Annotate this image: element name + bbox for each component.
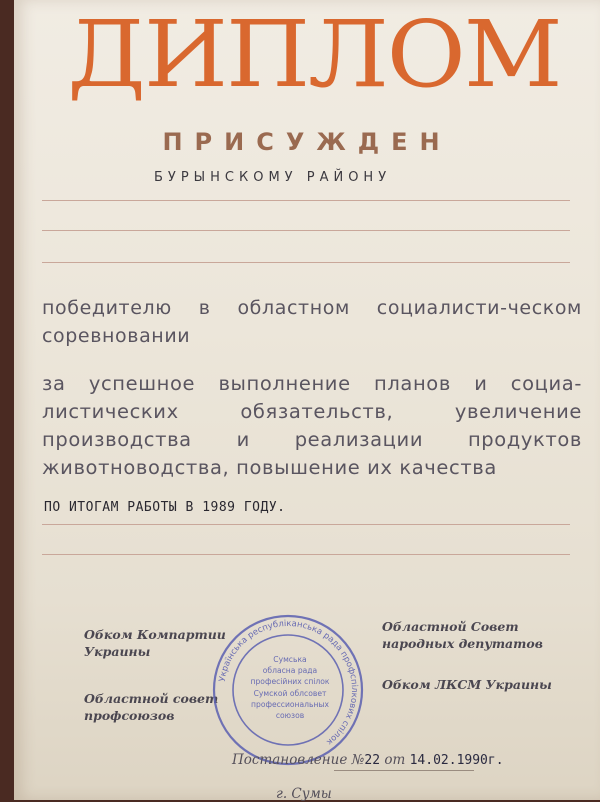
decree-date: 14.02.1990г.	[409, 753, 504, 768]
awarded-heading: ПРИСУЖДЕН	[162, 128, 452, 156]
result-period: ПО ИТОГАМ РАБОТЫ В 1989 ГОДУ.	[44, 500, 286, 515]
signatory-trade-union-council: Областной совет профсоюзов	[84, 691, 219, 723]
svg-text:професійних спілок: професійних спілок	[250, 677, 330, 686]
signatory-komsomol: Обком ЛКСМ Украины	[382, 677, 552, 692]
paragraph-winner: победителю в областном социалисти-ческом соревновании	[42, 297, 582, 347]
diploma-title: ДИПЛОМ	[67, 1, 561, 108]
rule-2	[42, 230, 570, 231]
paragraph-merits: за успешное выполнение планов и социа-листических обязательств, увеличение производства и реализации продуктов животноводства, повышение их качества	[42, 372, 582, 479]
rule-4	[42, 524, 570, 525]
city-name: г. Сумы	[276, 786, 332, 802]
decree-underline	[334, 770, 474, 771]
rule-1	[42, 200, 570, 201]
recipient-name: БУРЫНСКОМУ РАЙОНУ	[154, 170, 392, 185]
signatory-party-committee: Обком Компартии Украины	[84, 627, 226, 659]
official-stamp	[210, 612, 366, 768]
signatory-deputies-council: Областной Совет народных депутатов	[382, 619, 543, 651]
rule-3	[42, 262, 570, 263]
svg-text:Українська республіканська рад: Українська республіканська рада профспілкових спілок	[217, 618, 360, 747]
decree-line: Постановление №22 от 14.02.1990г.	[232, 752, 504, 768]
svg-text:Сумской облсовет: Сумской облсовет	[253, 689, 327, 698]
svg-text:Сумська: Сумська	[273, 655, 307, 664]
svg-text:союзов: союзов	[275, 711, 305, 720]
svg-text:профессиональных: профессиональных	[251, 700, 329, 709]
rule-5	[42, 554, 570, 555]
diploma-sheet	[14, 0, 600, 800]
svg-text:обласна рада: обласна рада	[262, 666, 318, 675]
